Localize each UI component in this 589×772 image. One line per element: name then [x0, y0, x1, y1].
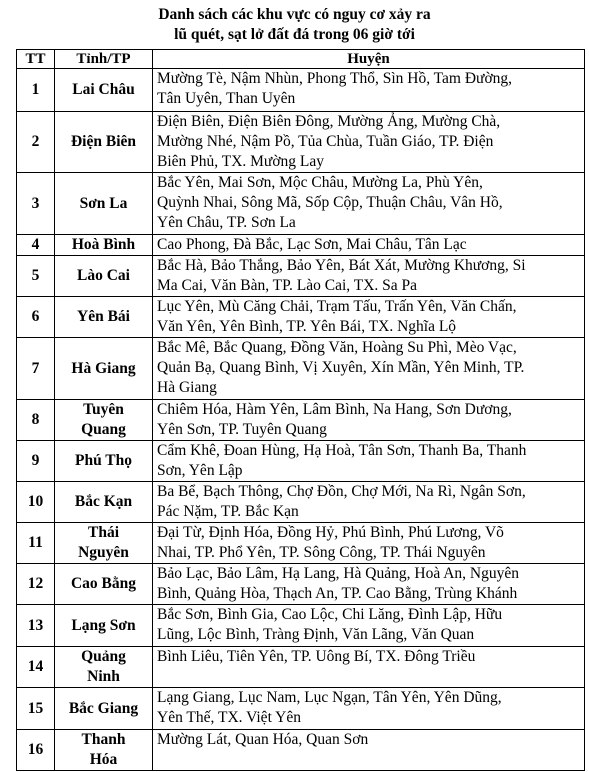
row-province: Sơn La [55, 173, 153, 235]
table-row [17, 605, 585, 647]
table-row [17, 400, 585, 441]
row-districts: Điện Biên, Điện Biên Đông, Mường Ảng, Mường Chà, Mường Nhé, Nậm Pồ, Tủa Chùa, Tuần Giáo, TP. Điện Biên Phủ, TX. Mường Lay [153, 112, 585, 173]
table-row [17, 564, 585, 605]
row-province: Thái Nguyên [55, 523, 153, 564]
document-title-line-2: lũ quét, sạt lở đất đá trong 06 giờ tới [174, 26, 415, 43]
row-province: Bắc Giang [55, 688, 153, 730]
table-row [17, 730, 585, 771]
header-districts: Huyện [153, 50, 585, 69]
row-districts: Bắc Hà, Bảo Thắng, Bảo Yên, Bát Xát, Mường Khương, Si Ma Cai, Văn Bàn, TP. Lào Cai, TX. Sa Pa [153, 256, 585, 297]
row-number: 4 [17, 235, 55, 256]
row-province: Cao Bằng [55, 564, 153, 605]
table-row [17, 338, 585, 400]
table-header-row [17, 50, 585, 69]
row-province: Lạng Sơn [55, 605, 153, 647]
row-districts: Cẩm Khê, Đoan Hùng, Hạ Hoà, Tân Sơn, Thanh Ba, Thanh Sơn, Yên Lập [153, 441, 585, 482]
row-number: 15 [17, 688, 55, 730]
table-row [17, 235, 585, 256]
row-number: 2 [17, 112, 55, 173]
row-province: Hoà Bình [55, 235, 153, 256]
document-title-line-1: Danh sách các khu vực có nguy cơ xảy ra [158, 6, 431, 23]
row-districts: Cao Phong, Đà Bắc, Lạc Sơn, Mai Châu, Tân Lạc [153, 235, 585, 256]
row-number: 9 [17, 441, 55, 482]
row-districts: Đại Từ, Định Hóa, Đồng Hỷ, Phú Bình, Phú Lương, Võ Nhai, TP. Phổ Yên, TP. Sông Công, TP. Thái Nguyên [153, 523, 585, 564]
row-number: 8 [17, 400, 55, 441]
row-province: Hà Giang [55, 338, 153, 400]
row-number: 1 [17, 69, 55, 112]
row-province: Quảng Ninh [55, 647, 153, 688]
row-number: 13 [17, 605, 55, 647]
table-row [17, 523, 585, 564]
table-row [17, 647, 585, 688]
row-province: Tuyên Quang [55, 400, 153, 441]
row-number: 7 [17, 338, 55, 400]
row-province: Điện Biên [55, 112, 153, 173]
row-province: Thanh Hóa [55, 730, 153, 771]
table-row [17, 482, 585, 523]
row-districts: Bắc Yên, Mai Sơn, Mộc Châu, Mường La, Phù Yên, Quỳnh Nhai, Sông Mã, Sốp Cộp, Thuận Châu, Vân Hồ, Yên Châu, TP. Sơn La [153, 173, 585, 235]
header-province: Tỉnh/TP [55, 50, 153, 69]
row-districts: Chiêm Hóa, Hàm Yên, Lâm Bình, Na Hang, Sơn Dương, Yên Sơn, TP. Tuyên Quang [153, 400, 585, 441]
row-province: Bắc Kạn [55, 482, 153, 523]
row-districts: Bắc Sơn, Bình Gia, Cao Lộc, Chi Lăng, Đình Lập, Hữu Lũng, Lộc Bình, Tràng Định, Văn Lãng, Văn Quan [153, 605, 585, 647]
table-row [17, 69, 585, 112]
table-row [17, 173, 585, 235]
row-districts: Bắc Mê, Bắc Quang, Đồng Văn, Hoàng Su Phì, Mèo Vạc, Quản Bạ, Quang Bình, Vị Xuyên, Xín Mần, Yên Minh, TP. Hà Giang [153, 338, 585, 400]
table-row [17, 112, 585, 173]
row-districts: Ba Bể, Bạch Thông, Chợ Đồn, Chợ Mới, Na Rì, Ngân Sơn, Pác Nặm, TP. Bắc Kạn [153, 482, 585, 523]
table-row [17, 688, 585, 730]
row-province: Phú Thọ [55, 441, 153, 482]
table-row [17, 256, 585, 297]
row-number: 11 [17, 523, 55, 564]
row-number: 12 [17, 564, 55, 605]
row-districts: Lạng Giang, Lục Nam, Lục Ngạn, Tân Yên, Yên Dũng, Yên Thế, TX. Việt Yên [153, 688, 585, 730]
row-province: Lào Cai [55, 256, 153, 297]
row-number: 6 [17, 297, 55, 338]
row-number: 16 [17, 730, 55, 771]
risk-area-table [16, 49, 585, 771]
row-number: 5 [17, 256, 55, 297]
row-number: 10 [17, 482, 55, 523]
row-districts: Mường Tè, Nậm Nhùn, Phong Thổ, Sìn Hồ, Tam Đường, Tân Uyên, Than Uyên [153, 69, 585, 112]
table-row [17, 441, 585, 482]
row-number: 14 [17, 647, 55, 688]
row-districts: Lục Yên, Mù Căng Chải, Trạm Tấu, Trấn Yên, Văn Chấn, Văn Yên, Yên Bình, TP. Yên Bái, TX. Nghĩa Lộ [153, 297, 585, 338]
row-province: Lai Châu [55, 69, 153, 112]
row-districts: Bình Liêu, Tiên Yên, TP. Uông Bí, TX. Đông Triều [153, 647, 585, 688]
row-districts: Mường Lát, Quan Hóa, Quan Sơn [153, 730, 585, 771]
row-province: Yên Bái [55, 297, 153, 338]
table-row [17, 297, 585, 338]
header-no: TT [17, 50, 55, 69]
row-districts: Bảo Lạc, Bảo Lâm, Hạ Lang, Hà Quảng, Hoà An, Nguyên Bình, Quảng Hòa, Thạch An, TP. Cao Bằng, Trùng Khánh [153, 564, 585, 605]
row-number: 3 [17, 173, 55, 235]
